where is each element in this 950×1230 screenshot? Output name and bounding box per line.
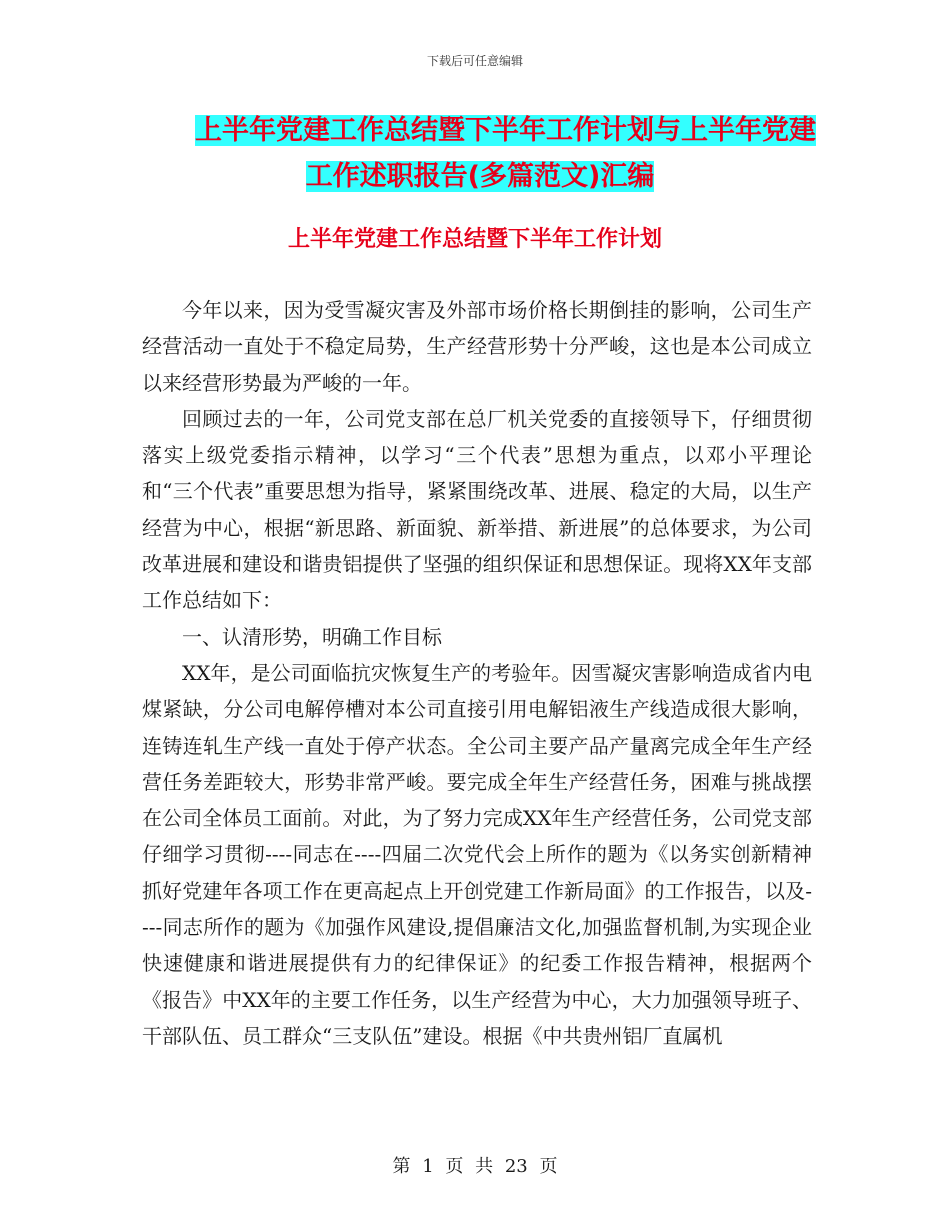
body-text xyxy=(142,292,812,1054)
paragraph: XX年，是公司面临抗灾恢复生产的考验年。因雪凝灾害影响造成省内电煤紧缺，分公司电解停槽对本公司直接引用电解铝液生产线造成很大影响，连铸连轧生产线一直处于停产状态。全公司主要产品产量离完成全年生产经营任务差距较大，形势非常严峻。要完成全年生产经营任务，困难与挑战摆在公司全体员工面前。对此，为了努力完成XX年生产经营任务，公司党支部仔细学习贯彻----同志在----四届二次党代会上所作的题为《以务实创新精神抓好党建年各项工作在更高起点上开创党建工作新局面》的工作报告，以及----同志所作的题为《加强作风建设,提倡廉洁文化,加强监督机制,为实现企业快速健康和谐进展提供有力的纪律保证》的纪委工作报告精神，根据两个《报告》中XX年的主要工作任务，以生产经营为中心，大力加强领导班子、干部队伍、员工群众“三支队伍”建设。根据《中共贵州铝厂直属机 xyxy=(142,660,812,1048)
header-note: 下载后可任意编辑 xyxy=(426,54,523,68)
page-footer: 第 1 页 共 23 页 xyxy=(392,1156,558,1177)
paragraph: 今年以来，因为受雪凝灾害及外部市场价格长期倒挂的影响，公司生产经营活动一直处于不稳定局势，生产经营形势十分严峻，这也是本公司成立以来经营形势最为严峻的一年。 xyxy=(142,298,812,395)
title-line-1: 上半年党建工作总结暨下半年工作计划与上半年党建 xyxy=(195,115,816,146)
section-title: 上半年党建工作总结暨下半年工作计划 xyxy=(287,227,662,252)
title-line-2: 工作述职报告(多篇范文)汇编 xyxy=(305,161,655,192)
section-heading: 一、认清形势，明确工作目标 xyxy=(182,624,442,649)
paragraph: 回顾过去的一年，公司党支部在总厂机关党委的直接领导下，仔细贯彻落实上级党委指示精神，以学习“三个代表”思想为重点，以邓小平理论和“三个代表”重要思想为指导，紧紧围绕改革、进展、稳定的大局，以生产经营为中心，根据“新思路、新面貌、新举措、新进展”的总体要求，为公司改革进展和建设和谐贵铝提供了坚强的组织保证和思想保证。现将XX年支部工作总结如下： xyxy=(142,406,812,613)
document-title xyxy=(140,108,820,200)
